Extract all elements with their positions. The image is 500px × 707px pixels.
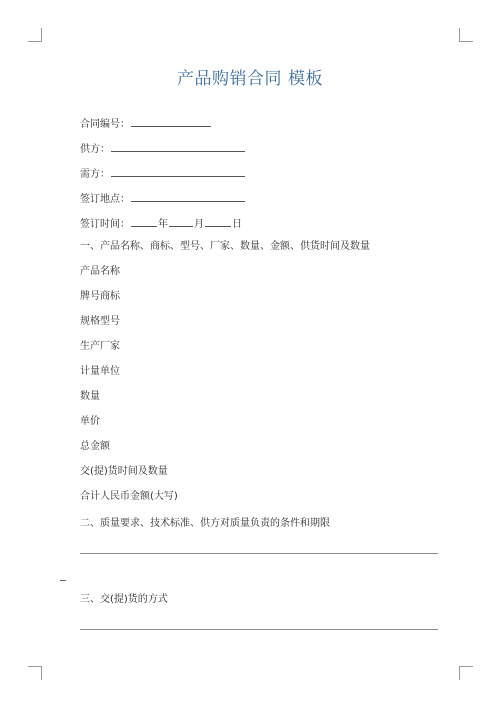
crop-mark-bottom-right [459, 666, 473, 680]
day-blank[interactable] [205, 215, 231, 227]
item-product-name: 产品名称 [80, 266, 120, 277]
crop-mark-bottom-left [28, 666, 42, 680]
contract-number-label: 合同编号： [80, 119, 130, 130]
document-title: 产品购销合同 模板 [177, 69, 323, 89]
buyer-blank[interactable] [111, 165, 245, 177]
item-delivery-time: 交(提)货时间及数量 [80, 466, 168, 477]
section-2-fill-line[interactable] [80, 553, 438, 554]
buyer-label: 需方： [80, 169, 110, 180]
contract-number-blank[interactable] [131, 115, 211, 127]
signing-time-line [80, 215, 242, 232]
day-label: 日 [232, 219, 242, 230]
month-blank[interactable] [169, 215, 193, 227]
signing-place-line [80, 190, 246, 207]
item-quantity: 数量 [80, 391, 100, 402]
signing-place-blank[interactable] [131, 190, 245, 202]
item-brand: 牌号商标 [80, 291, 120, 302]
item-model: 规格型号 [80, 316, 120, 327]
supplier-blank[interactable] [111, 140, 245, 152]
buyer-line [80, 165, 246, 182]
supplier-line [80, 140, 246, 157]
section-2-heading: 二、质量要求、技术标准、供方对质量负责的条件和期限 [80, 518, 330, 529]
crop-mark-top-left [28, 28, 42, 42]
contract-number-line [80, 115, 212, 132]
section-1-heading: 一、产品名称、商标、型号、厂家、数量、金额、供货时间及数量 [80, 241, 370, 252]
item-manufacturer: 生产厂家 [80, 341, 120, 352]
item-unit-price: 单价 [80, 416, 100, 427]
year-label: 年 [158, 219, 168, 230]
supplier-label: 供方： [80, 144, 110, 155]
item-total-amount: 总金额 [80, 441, 110, 452]
section-3-fill-line[interactable] [80, 629, 438, 630]
signing-time-label: 签订时间： [80, 219, 130, 230]
crop-mark-top-right [459, 28, 473, 42]
signing-place-label: 签订地点： [80, 194, 130, 205]
item-total-rmb: 合计人民币金额(大写) [80, 491, 178, 502]
margin-tick [60, 580, 66, 581]
month-label: 月 [194, 219, 204, 230]
item-unit: 计量单位 [80, 366, 120, 377]
section-3-heading: 三、交(提)货的方式 [80, 594, 168, 605]
year-blank[interactable] [131, 215, 157, 227]
